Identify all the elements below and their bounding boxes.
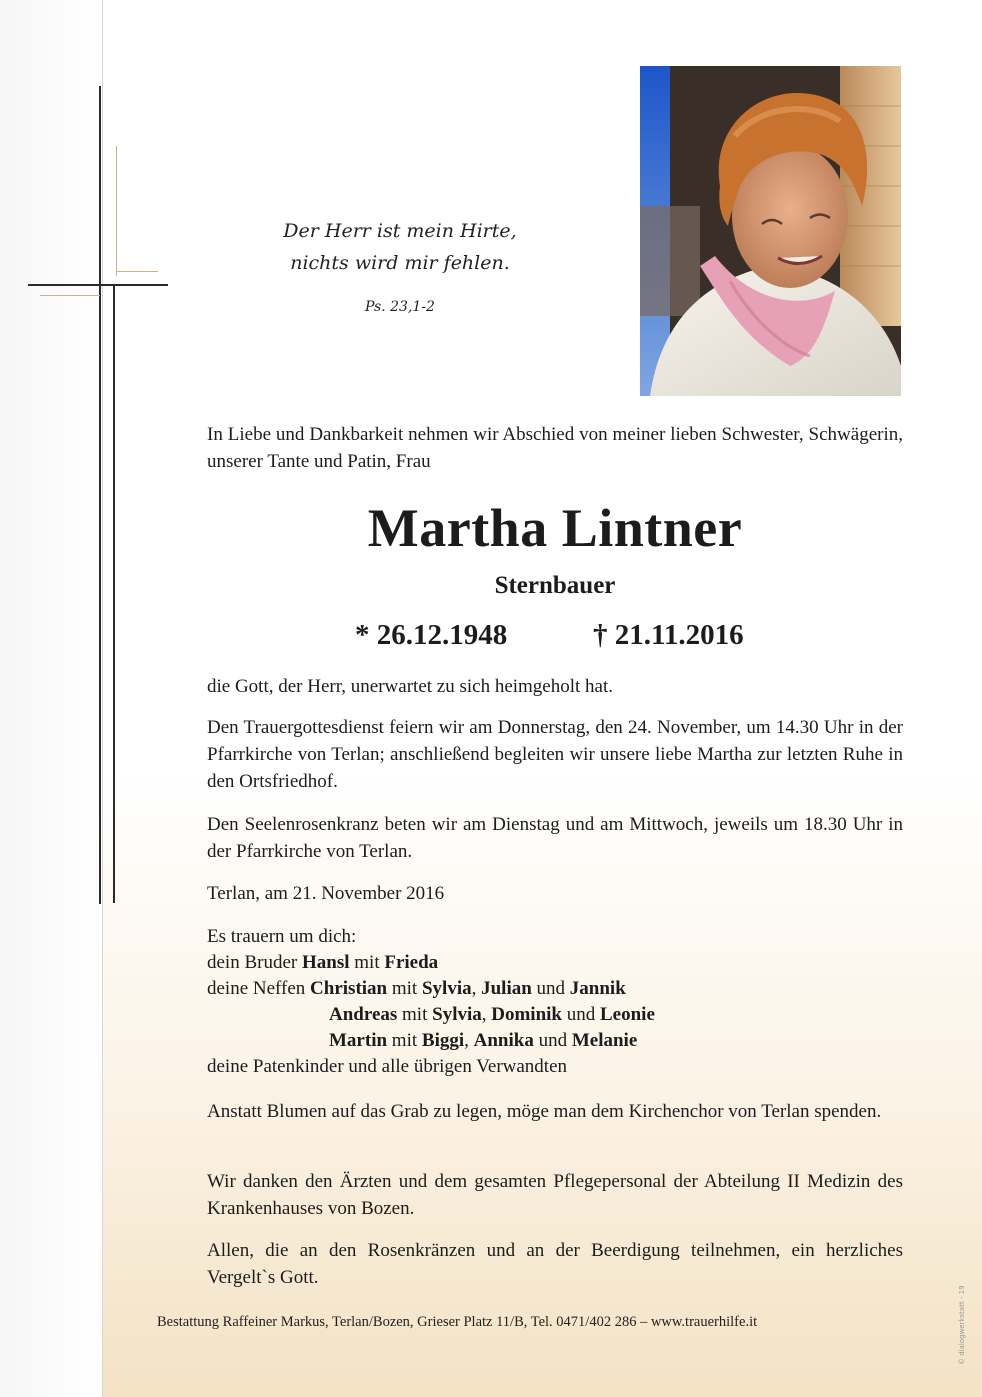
nephew-name: Christian xyxy=(310,978,388,999)
paragraph-rosary: Den Seelenrosenkranz beten wir am Dienstag und am Mittwoch, jeweils um 18.30 Uhr in der Pfarrkirche von Terlan. xyxy=(207,814,903,862)
mourners-list xyxy=(207,924,903,1080)
with-word: mit xyxy=(391,1030,418,1051)
quote-line-2: nichts wird mir fehlen. xyxy=(290,252,510,274)
child-name: Jannik xyxy=(569,978,626,999)
maiden-name: Sternbauer xyxy=(494,572,616,599)
death-date: † 21.11.2016 xyxy=(593,619,744,651)
intro-text: In Liebe und Dankbarkeit nehmen wir Abschied von meiner lieben Schwester, Schwägerin, unserer Tante und Patin, Frau xyxy=(207,424,903,472)
brother-partner-name: Frieda xyxy=(384,952,439,973)
paragraph-thanks-all: Allen, die an den Rosenkränzen und an der Beerdigung teilnehmen, ein herzliches Vergelt`s Gott. xyxy=(207,1240,903,1288)
deceased-name: Martha Lintner xyxy=(367,498,743,558)
child-name: Annika xyxy=(473,1030,534,1051)
paragraph-funeral-service: Den Trauergottesdienst feiern wir am Donnerstag, den 24. November, um 14.30 Uhr in der Pfarrkirche von Terlan; anschließend begleiten wir unsere liebe Martha zur letzten Ruhe in den Ortsfriedhof. xyxy=(207,717,903,792)
funeral-home-footer: Bestattung Raffeiner Markus, Terlan/Bozen, Grieser Platz 11/B, Tel. 0471/402 286 – www.trauerhilfe.it xyxy=(157,1314,758,1330)
portrait-photo xyxy=(640,66,901,396)
mourners-nephew-2: Andreas mit Sylvia, Dominik und Leonie xyxy=(329,1004,655,1025)
paragraph-passing: die Gott, der Herr, unerwartet zu sich heimgeholt hat. xyxy=(207,676,614,697)
and-word: und xyxy=(538,1030,568,1051)
with-word: mit xyxy=(354,952,380,973)
with-word: mit xyxy=(402,1004,428,1025)
with-word: mit xyxy=(391,978,418,999)
brother-prefix: dein Bruder xyxy=(207,952,298,973)
nephew-name: Martin xyxy=(329,1030,388,1051)
mourners-brother xyxy=(207,950,903,976)
cross-vertical-bar-inner xyxy=(113,285,115,903)
partner-name: Sylvia xyxy=(432,1004,482,1025)
and-word: und xyxy=(566,1004,596,1025)
birth-date: * 26.12.1948 xyxy=(355,619,508,651)
mourners-closing: deine Patenkinder und alle übrigen Verwandten xyxy=(207,1056,568,1077)
and-word: und xyxy=(536,978,566,999)
cross-vertical-bar xyxy=(99,86,101,904)
child-name: Dominik xyxy=(491,1004,562,1025)
print-credit: © dialogwerkstatt - 19 xyxy=(958,1285,966,1365)
child-name: Julian xyxy=(481,978,532,999)
child-name: Leonie xyxy=(600,1004,655,1025)
paragraph-thanks-doctors: Wir danken den Ärzten und dem gesamten Pflegepersonal der Abteilung II Medizin des Krankenhauses von Bozen. xyxy=(207,1171,903,1219)
mourners-nephew-3: Martin mit Biggi, Annika und Melanie xyxy=(329,1030,638,1051)
cross-gold-line-upper xyxy=(116,271,158,272)
partner-name: Sylvia xyxy=(421,978,472,999)
cross-horizontal-bar xyxy=(28,284,168,286)
nephew-name: Andreas xyxy=(329,1004,398,1025)
child-name: Melanie xyxy=(571,1030,638,1051)
nephews-prefix: deine Neffen xyxy=(207,978,306,999)
quote-source: Ps. 23,1-2 xyxy=(365,299,435,315)
mourners-nephew-1: deine Neffen Christian mit Sylvia, Julian und Jannik xyxy=(207,978,626,999)
partner-name: Biggi xyxy=(421,1030,465,1051)
bible-quote xyxy=(230,215,570,323)
paragraph-donation: Anstatt Blumen auf das Grab zu legen, möge man dem Kirchenchor von Terlan spenden. xyxy=(207,1101,882,1122)
page-margin xyxy=(0,0,102,1397)
cross-gold-line-lower xyxy=(40,295,100,296)
brother-name: Hansl xyxy=(301,952,350,973)
quote-line-1: Der Herr ist mein Hirte, xyxy=(283,220,517,242)
place-and-date: Terlan, am 21. November 2016 xyxy=(207,883,445,904)
cross-gold-line xyxy=(116,146,117,276)
page-fold-line xyxy=(102,0,103,1397)
mourners-heading: Es trauern um dich: xyxy=(207,926,357,947)
